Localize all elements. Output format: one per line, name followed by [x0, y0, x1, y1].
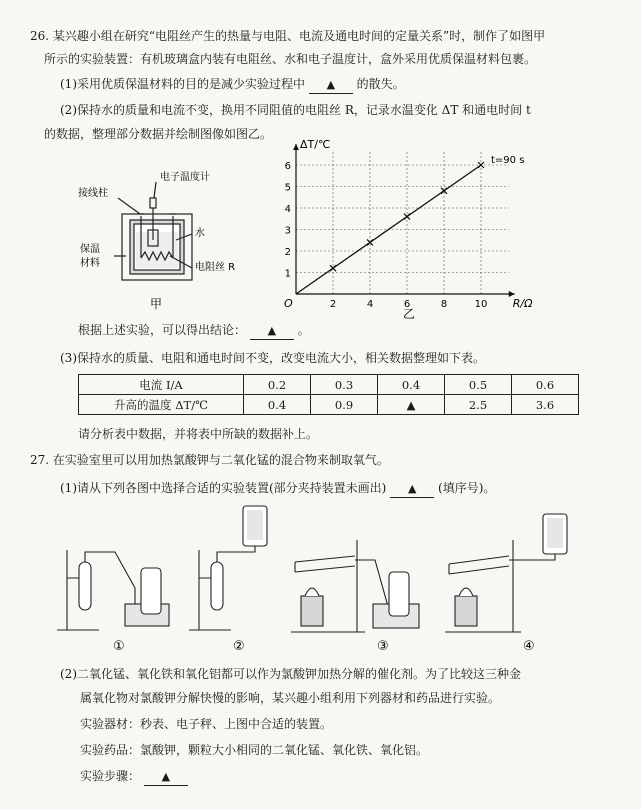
table-header-temp: 升高的温度 ΔT/℃ [79, 395, 244, 415]
q26-intro-line1: 26. 某兴趣小组在研究“电阻丝产生的热量与电阻、电流及通电时间的定量关系”时，制作了如图甲 [30, 29, 546, 43]
q27-part1 [60, 480, 495, 498]
table-cell: 0.5 [445, 375, 512, 395]
table-cell: 0.3 [311, 375, 378, 395]
chart-y-arrow [293, 144, 299, 150]
chart-y-tick-label: 1 [284, 268, 291, 280]
chart-y-tick-label: 5 [284, 182, 291, 194]
apparatus-figures [55, 500, 595, 660]
q27-part2-line2: 属氧化物对氯酸钾分解快慢的影响，某兴趣小组利用下列器材和药品进行实验。 [80, 691, 501, 705]
label-insulation-1: 保温 [80, 244, 100, 255]
answer-blank-marker: ▲ [161, 770, 171, 783]
apparatus-label-1: ① [113, 639, 125, 654]
apparatus-label-2: ② [233, 639, 245, 654]
q26-part2-line2: 的数据，整理部分数据并绘制图像如图乙。 [44, 127, 273, 141]
q27-steps-label: 实验步骤： [80, 769, 141, 783]
apparatus-label-4: ④ [523, 639, 535, 654]
q26-intro-line2: 所示的实验装置：有机玻璃盒内装有电阻丝、水和电子温度计，盒外采用优质保温材料包裹。 [44, 52, 537, 66]
table-cell: 0.6 [512, 375, 579, 395]
chart-caption: 乙 [403, 307, 416, 321]
label-resistor: 电阻丝 R [195, 262, 236, 273]
table-cell: 2.5 [445, 395, 512, 415]
table-cell: 0.2 [244, 375, 311, 395]
q26-conclusion-text: 根据上述实验，可以得出结论： [78, 323, 247, 337]
apparatus-4 [445, 514, 567, 632]
table-header-current: 电流 I/A [79, 375, 244, 395]
chart-x-tick-label: 4 [366, 299, 374, 310]
answer-blank-marker: ▲ [267, 324, 277, 337]
table-row [79, 395, 579, 415]
leader-post [118, 198, 140, 214]
chart-x-tick-label: 2 [329, 299, 337, 310]
q27-reagents: 实验药品：氯酸钾，颗粒大小相同的二氧化锰、氧化铁、氧化铝。 [80, 743, 429, 757]
chart-x-tick-label: 6 [403, 299, 411, 310]
chart-x-tick-label: 8 [440, 299, 448, 310]
chart-x-tick-label: 10 [474, 299, 488, 310]
chart-data-point [478, 162, 484, 168]
apparatus-3 [291, 540, 419, 632]
q26-part1-blank [309, 76, 353, 94]
water [136, 232, 178, 268]
table-cell: 0.9 [311, 395, 378, 415]
q27-part2-line1: (2)二氧化锰、氧化铁和氧化铝都可以作为氯酸钾加热分解的催化剂。为了比较这三种金 [60, 667, 522, 681]
apparatus-1 [57, 550, 169, 630]
label-thermometer: 电子温度计 [160, 172, 210, 183]
chart-data-point [404, 214, 410, 220]
q26-part1-text-end: 的散失。 [356, 77, 405, 91]
q27-steps-blank [144, 768, 188, 786]
q26-conclusion-blank [250, 322, 294, 340]
chart-y-tick-label: 2 [284, 247, 291, 258]
figure-yi-chart [280, 137, 570, 321]
q27-intro: 27. 在实验室里可以用加热氯酸钾与二氧化锰的混合物来制取氧气。 [30, 453, 389, 467]
answer-blank-marker: ▲ [326, 78, 336, 91]
caption-jia: 甲 [150, 297, 163, 311]
chart-y-axis-label: ΔT/℃ [300, 137, 331, 151]
q26-conclusion [78, 322, 310, 340]
q27-steps [80, 768, 188, 786]
leader-thermo [154, 182, 156, 198]
q26-part3: (3)保持水的质量、电阻和通电时间不变，改变电流大小，相关数据整理如下表。 [60, 351, 486, 365]
q26-part1 [60, 76, 405, 94]
chart-y-tick-label: 3 [284, 225, 291, 237]
apparatus-label-3: ③ [377, 639, 389, 654]
q26-part2-line1: (2)保持水的质量和电流不变，换用不同阻值的电阻丝 R，记录水温变化 ΔT 和通电时间 t [60, 103, 531, 117]
label-insulation-2: 材料 [80, 258, 100, 269]
chart-series-label: t=90 s [491, 155, 525, 166]
table-cell: 0.4 [244, 395, 311, 415]
data-table [78, 374, 579, 415]
figure-jia [70, 160, 260, 320]
label-post: 接线柱 [78, 188, 108, 199]
table-cell: 3.6 [512, 395, 579, 415]
q26-part1-text: (1)采用优质保温材料的目的是减少实验过程中 [60, 77, 305, 91]
chart-data-point [330, 265, 336, 271]
table-row [79, 375, 579, 395]
q26-conclusion-end: 。 [297, 323, 310, 337]
q27-part1-blank [390, 480, 434, 498]
apparatus-2 [189, 506, 267, 630]
label-water: 水 [195, 228, 205, 239]
chart-y-tick-label: 4 [284, 204, 291, 215]
chart-origin-label: O [284, 297, 293, 310]
q27-part1-end: (填序号)。 [438, 481, 496, 495]
table-cell: 0.4 [378, 375, 445, 395]
thermometer-head [150, 198, 156, 208]
q26-after-table: 请分析表中数据，并将表中所缺的数据补上。 [78, 427, 319, 441]
answer-blank-marker: ▲ [407, 482, 417, 495]
table-cell-blank: ▲ [378, 395, 445, 415]
q27-equipment: 实验器材：秒表、电子秤、上图中合适的装置。 [80, 717, 333, 731]
chart-x-axis-label: R/Ω [512, 297, 533, 310]
q27-part1-text: (1)请从下列各图中选择合适的实验装置(部分夹持装置未画出) [60, 481, 387, 495]
chart-y-tick-label: 6 [284, 161, 291, 172]
